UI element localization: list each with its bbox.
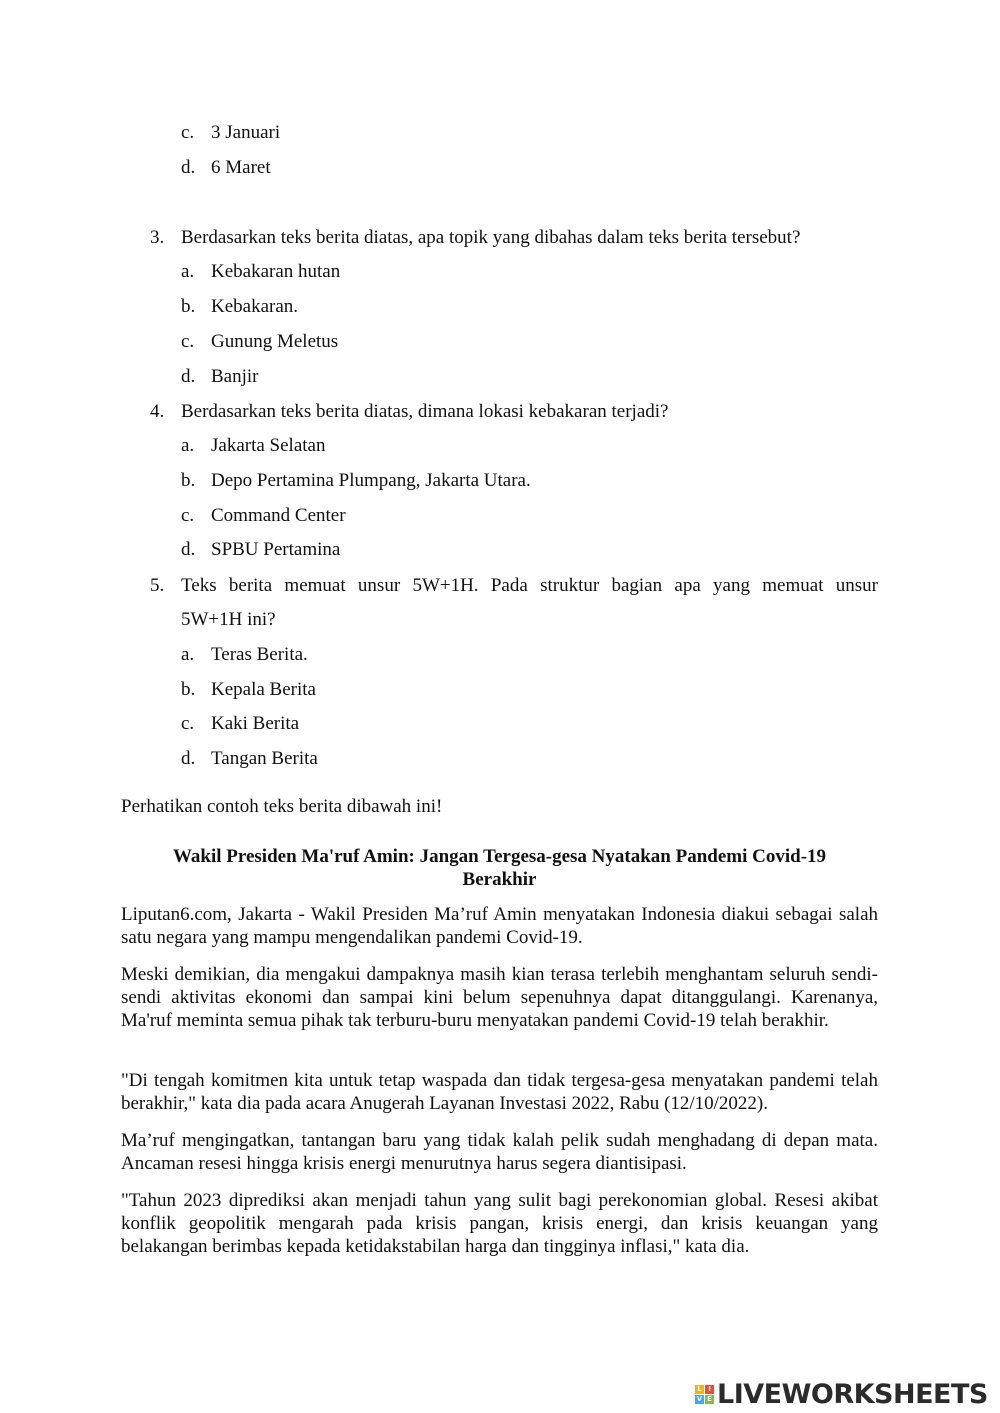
option-letter: d.: [181, 366, 196, 387]
option-letter: a.: [181, 644, 195, 665]
q3-option-a: [181, 259, 340, 285]
question-3: [150, 225, 878, 251]
option-letter: c.: [181, 331, 195, 352]
logo-text: LIVEWORKSHEETS: [717, 1378, 988, 1410]
q4-option-d: [181, 537, 340, 563]
option-text: Banjir: [211, 366, 259, 387]
q3-option-b: [181, 294, 298, 320]
question-number: 3.: [150, 227, 165, 248]
option-letter: d.: [181, 539, 196, 560]
question-text: Berdasarkan teks berita diatas, apa topik yang dibahas dalam teks berita tersebut?: [181, 227, 801, 248]
q5-option-d: [181, 746, 318, 772]
q5-option-c: [181, 711, 299, 737]
option-letter: c.: [181, 122, 195, 143]
article-title-line1: Wakil Presiden Ma'ruf Amin: Jangan Tergesa-gesa Nyatakan Pandemi Covid-19: [172, 846, 827, 867]
option-text: Teras Berita.: [211, 644, 308, 665]
option-c: [181, 120, 280, 146]
article-paragraph-3: "Di tengah komitmen kita untuk tetap waspada dan tidak tergesa-gesa menyatakan pandemi telah berakhir," kata dia pada acara Anugerah Layanan Investasi 2022, Rabu (12/10/2022).: [121, 1070, 878, 1114]
option-letter: c.: [181, 713, 195, 734]
option-letter: b.: [181, 296, 196, 317]
option-text: Kebakaran hutan: [211, 261, 341, 282]
q4-option-b: [181, 468, 531, 494]
option-letter: d.: [181, 748, 196, 769]
question-number: 5.: [150, 575, 165, 596]
article-paragraph-5: "Tahun 2023 diprediksi akan menjadi tahun yang sulit bagi perekonomian global. Resesi akibat konflik geopolitik mengarah pada krisis pangan, krisis energi, dan krisis keuangan yang belakangan berimbas kepada ketidakstabilan harga dan tingginya inflasi," kata dia.: [121, 1190, 878, 1257]
option-letter: c.: [181, 505, 195, 526]
question-text-line1: Teks berita memuat unsur 5W+1H. Pada struktur bagian apa yang memuat unsur: [181, 575, 878, 596]
option-letter: d.: [181, 157, 196, 178]
option-text: Kaki Berita: [211, 713, 300, 734]
liveworksheets-logo: [695, 1379, 988, 1409]
article-title-line2: Berakhir: [462, 869, 537, 890]
option-text: Jakarta Selatan: [211, 435, 326, 456]
question-5: [150, 573, 878, 599]
option-text: Kebakaran.: [211, 296, 299, 317]
q4-option-c: [181, 503, 346, 529]
question-4: [150, 399, 878, 425]
q3-option-d: [181, 364, 259, 390]
question-text: Berdasarkan teks berita diatas, dimana lokasi kebakaran terjadi?: [181, 401, 669, 422]
option-text: Command Center: [211, 505, 346, 526]
logo-letter-i: I: [705, 1385, 714, 1394]
option-text: SPBU Pertamina: [211, 539, 341, 560]
logo-letter-e: E: [705, 1395, 714, 1404]
option-text: Kepala Berita: [211, 679, 316, 700]
q5-option-a: [181, 642, 308, 668]
article-paragraph-4: Ma’ruf mengingatkan, tantangan baru yang tidak kalah pelik sudah menghadang di depan mata. Ancaman resesi hingga krisis energi menurutnya harus segera diantisipasi.: [121, 1130, 878, 1174]
article-title: [121, 845, 878, 891]
q3-option-c: [181, 329, 338, 355]
logo-mark-icon: [695, 1385, 714, 1404]
option-text: Gunung Meletus: [211, 331, 339, 352]
question-number: 4.: [150, 401, 165, 422]
option-text: Tangan Berita: [211, 748, 318, 769]
option-text: 6 Maret: [211, 157, 271, 178]
option-letter: b.: [181, 679, 196, 700]
q5-option-b: [181, 677, 316, 703]
instruction-text: Perhatikan contoh teks berita dibawah ini!: [121, 796, 443, 817]
option-letter: b.: [181, 470, 196, 491]
option-text: 3 Januari: [211, 122, 281, 143]
option-letter: a.: [181, 261, 195, 282]
logo-letter-v: V: [696, 1394, 703, 1403]
article-paragraph-1: Liputan6.com, Jakarta - Wakil Presiden Ma’ruf Amin menyatakan Indonesia diakui sebagai salah satu negara yang mampu mengendalikan pandemi Covid-19.: [121, 904, 878, 948]
question-text-line2: 5W+1H ini?: [181, 609, 276, 630]
article-paragraph-2: Meski demikian, dia mengakui dampaknya masih kian terasa terlebih menghantam seluruh sendi-sendi aktivitas ekonomi dan sampai kini belum sepenuhnya dapat ditanggulangi. Karenanya, Ma'ruf meminta semua pihak tak terburu-buru menyatakan pandemi Covid-19 telah berakhir.: [121, 964, 878, 1031]
option-letter: a.: [181, 435, 195, 456]
option-d: [181, 155, 271, 181]
logo-letter-l: L: [695, 1385, 704, 1394]
q4-option-a: [181, 433, 325, 459]
option-text: Depo Pertamina Plumpang, Jakarta Utara.: [211, 470, 531, 491]
